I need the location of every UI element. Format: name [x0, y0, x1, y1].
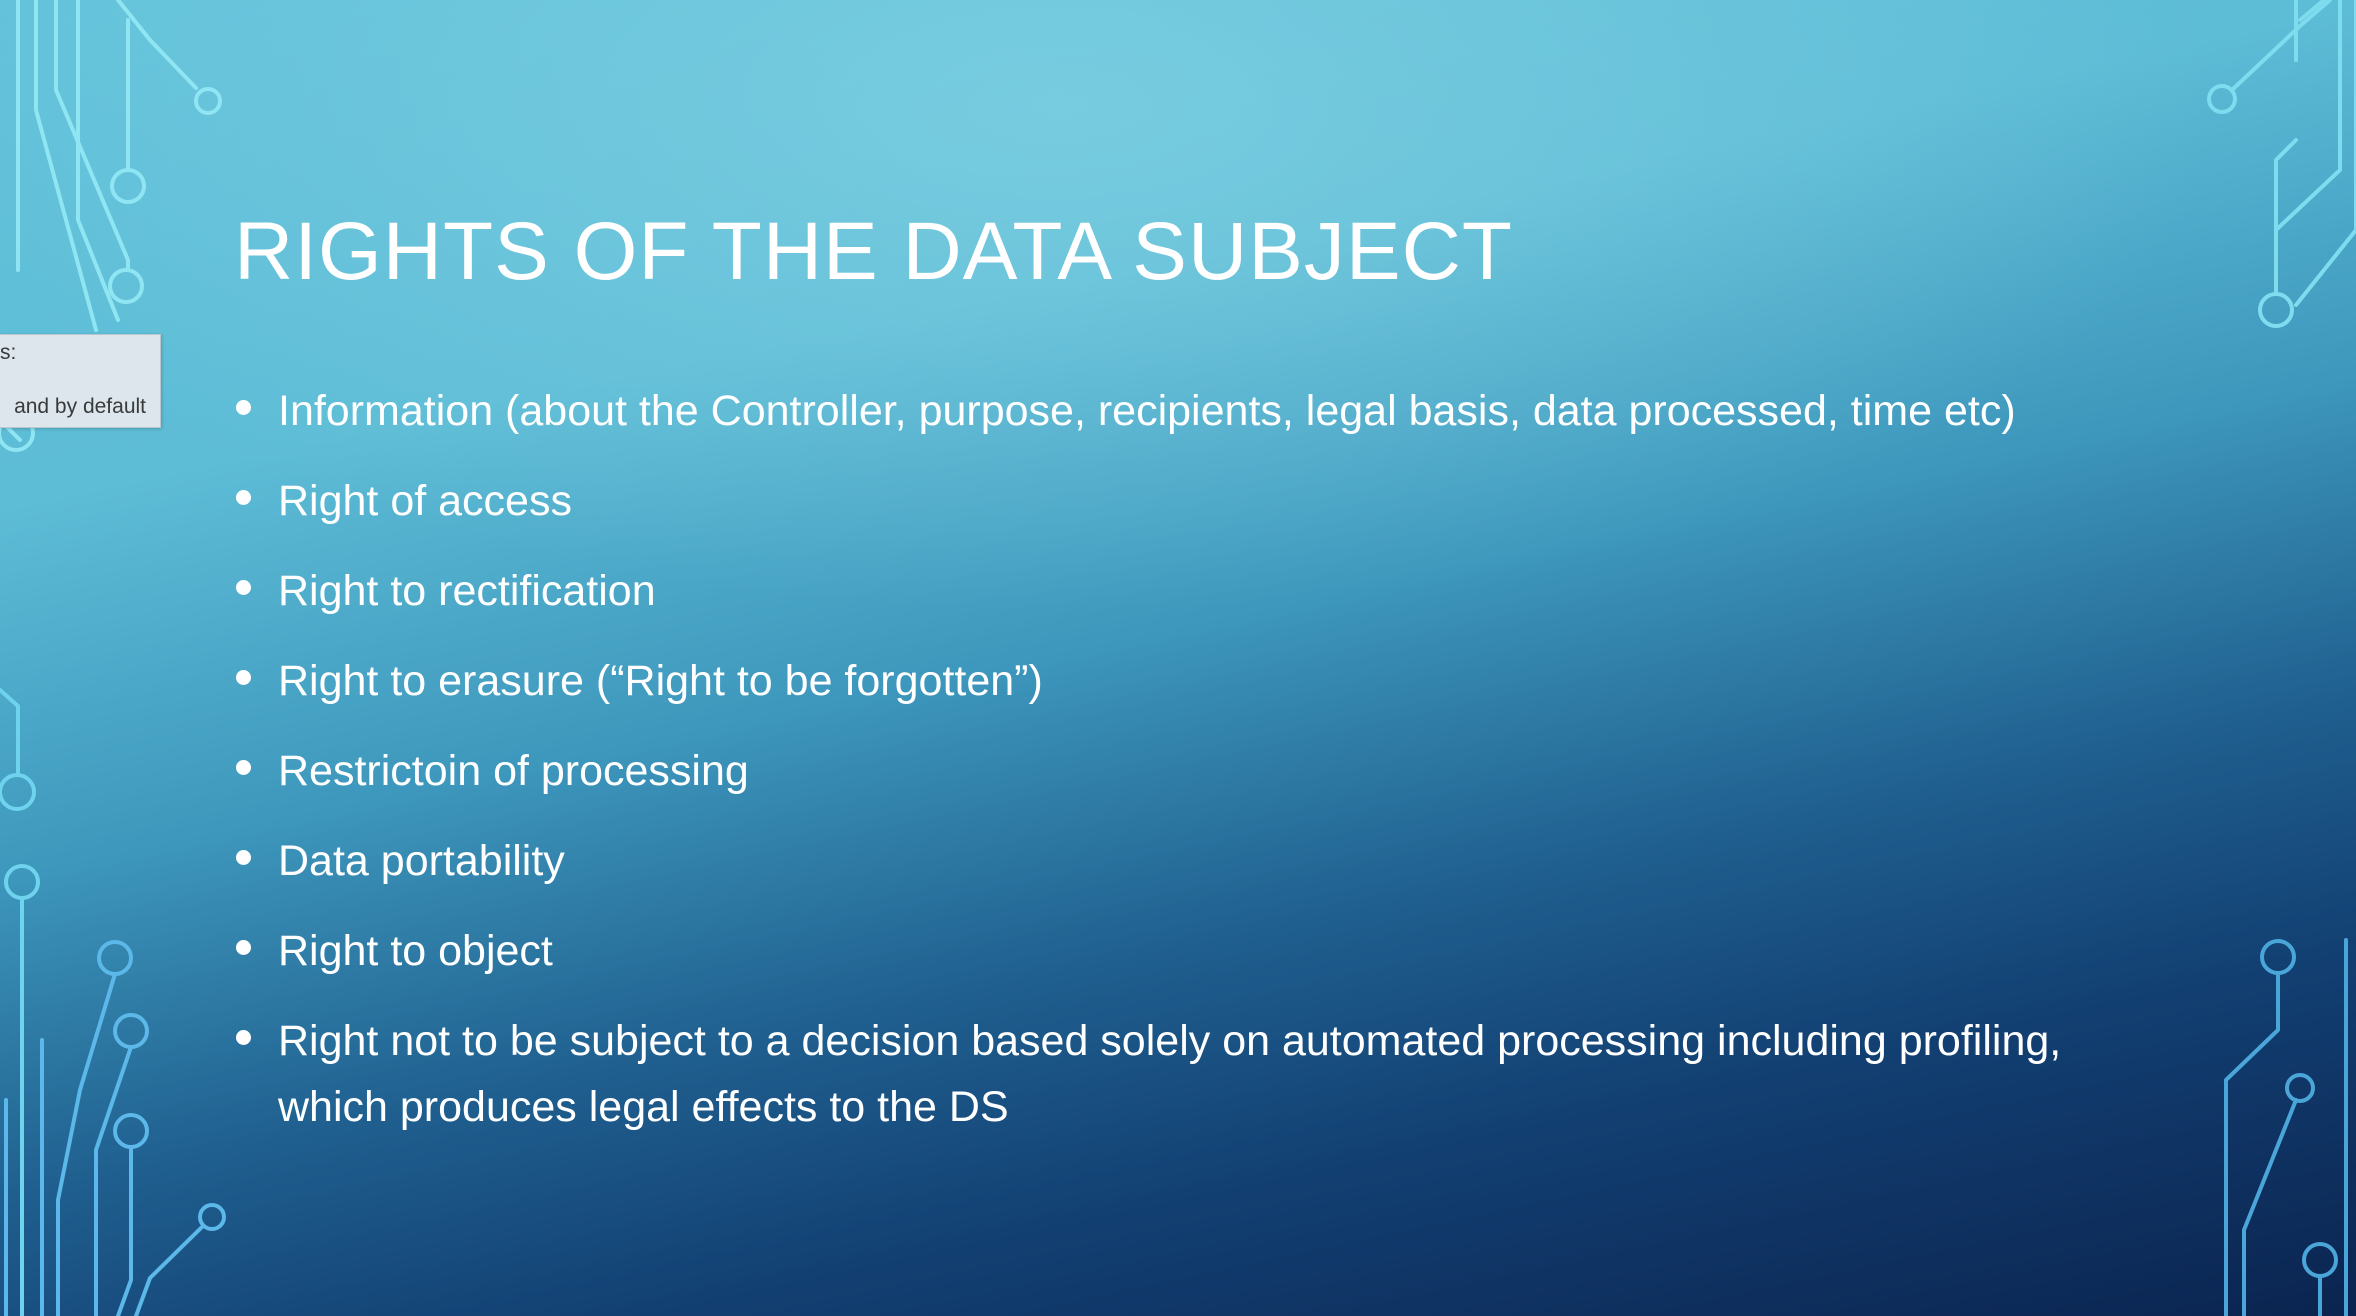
bullet-item — [234, 738, 2154, 804]
bullet-text: Right to rectification — [278, 567, 656, 615]
bullet-item — [234, 468, 2154, 534]
bullet-item — [234, 1008, 2154, 1140]
slide-title: RIGHTS OF THE DATA SUBJECT — [234, 206, 1513, 297]
bullet-item — [234, 918, 2154, 984]
bullet-dot-icon — [236, 670, 251, 685]
bullet-dot-icon — [236, 400, 251, 415]
tooltip-text-line1: s: — [0, 341, 17, 364]
bullet-text: Information (about the Controller, purpose, recipients, legal basis, data processed, time etc) — [278, 387, 2016, 435]
bullet-text: Restrictoin of processing — [278, 747, 749, 795]
bullet-item — [234, 828, 2154, 894]
bullet-text: Data portability — [278, 837, 565, 885]
bullet-dot-icon — [236, 940, 251, 955]
bullet-item — [234, 378, 2154, 444]
tooltip-text-line2: and by default — [14, 395, 146, 418]
bullet-item — [234, 558, 2154, 624]
bullet-text: Right not to be subject to a decision based solely on automated processing including profiling, which produces legal effects to the DS — [278, 1017, 2062, 1131]
bullet-dot-icon — [236, 760, 251, 775]
bullet-text: Right to erasure (“Right to be forgotten”) — [278, 657, 1043, 705]
bullet-dot-icon — [236, 1030, 251, 1045]
bullet-dot-icon — [236, 580, 251, 595]
bullet-text: Right of access — [278, 477, 572, 525]
tooltip-popup — [0, 334, 161, 428]
bullet-text: Right to object — [278, 927, 553, 975]
bullet-list — [234, 378, 2154, 1164]
bullet-dot-icon — [236, 850, 251, 865]
bullet-dot-icon — [236, 490, 251, 505]
bullet-item — [234, 648, 2154, 714]
